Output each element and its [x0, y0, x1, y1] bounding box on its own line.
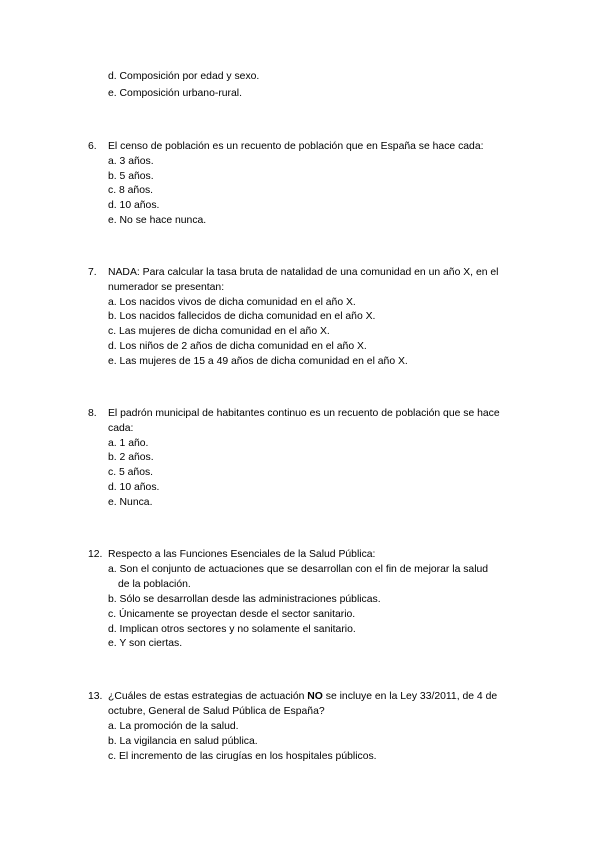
- question-8-stem-line-1: El padrón municipal de habitantes continuo es un recuento de población que se hace: [108, 408, 500, 419]
- question-8-stem-line-2: cada:: [108, 423, 134, 434]
- question-13-stem-line-1: [108, 690, 497, 704]
- question-6-option-d: d. 10 años.: [108, 200, 160, 211]
- question-7-option-e: e. Las mujeres de 15 a 49 años de dicha comunidad en el año X.: [108, 356, 408, 367]
- question-12-option-d: d. Implican otros sectores y no solamente el sanitario.: [108, 624, 356, 635]
- question-7-option-d: d. Los niños de 2 años de dicha comunidad en el año X.: [108, 341, 367, 352]
- question-12-option-a-continuation: de la población.: [118, 579, 191, 590]
- question-7-option-a: a. Los nacidos vivos de dicha comunidad en el año X.: [108, 297, 356, 308]
- question-12-option-b: b. Sólo se desarrollan desde las administraciones públicas.: [108, 594, 381, 605]
- question-6-option-a: a. 3 años.: [108, 156, 154, 167]
- option-d-carryover: d. Composición por edad y sexo.: [108, 71, 260, 82]
- question-6-option-b: b. 5 años.: [108, 171, 154, 182]
- question-13-option-b: b. La vigilancia en salud pública.: [108, 736, 258, 747]
- question-8-option-c: c. 5 años.: [108, 467, 154, 478]
- question-7-option-c: c. Las mujeres de dicha comunidad en el año X.: [108, 326, 330, 337]
- question-13-stem-emphasis: NO: [307, 691, 323, 702]
- question-7-option-b: b. Los nacidos fallecidos de dicha comunidad en el año X.: [108, 311, 376, 322]
- question-12-option-e: e. Y son ciertas.: [108, 638, 183, 649]
- question-8-option-a: a. 1 año.: [108, 438, 149, 449]
- question-13-number: 13.: [88, 691, 103, 702]
- question-12-number: 12.: [88, 549, 103, 560]
- question-6-number: 6.: [88, 141, 97, 152]
- question-12-option-a: a. Son el conjunto de actuaciones que se desarrollan con el fin de mejorar la salud: [108, 564, 489, 575]
- question-13-stem-after: se incluye en la Ley 33/2011, de 4 de: [322, 691, 498, 702]
- question-13-stem-before: ¿Cuáles de estas estrategias de actuación: [108, 691, 308, 702]
- question-8-option-b: b. 2 años.: [108, 452, 154, 463]
- question-6-option-e: e. No se hace nunca.: [108, 215, 207, 226]
- option-e-carryover: e. Composición urbano-rural.: [108, 88, 242, 99]
- question-12-stem: Respecto a las Funciones Esenciales de la Salud Pública:: [108, 549, 376, 560]
- question-12-option-c: c. Únicamente se proyectan desde el sector sanitario.: [108, 609, 356, 620]
- question-6-option-c: c. 8 años.: [108, 185, 154, 196]
- question-13-option-a: a. La promoción de la salud.: [108, 721, 239, 732]
- question-13-option-c: c. El incremento de las cirugías en los hospitales públicos.: [108, 751, 377, 762]
- question-6-stem: El censo de población es un recuento de población que en España se hace cada:: [108, 141, 484, 152]
- question-8-number: 8.: [88, 408, 97, 419]
- question-7-stem-line-1: NADA: Para calcular la tasa bruta de natalidad de una comunidad en un año X, en el: [108, 267, 499, 278]
- question-7-number: 7.: [88, 267, 97, 278]
- question-13-stem-line-2: octubre, General de Salud Pública de España?: [108, 706, 325, 717]
- question-7-stem-line-2: numerador se presentan:: [108, 282, 225, 293]
- question-8-option-d: d. 10 años.: [108, 482, 160, 493]
- question-8-option-e: e. Nunca.: [108, 497, 153, 508]
